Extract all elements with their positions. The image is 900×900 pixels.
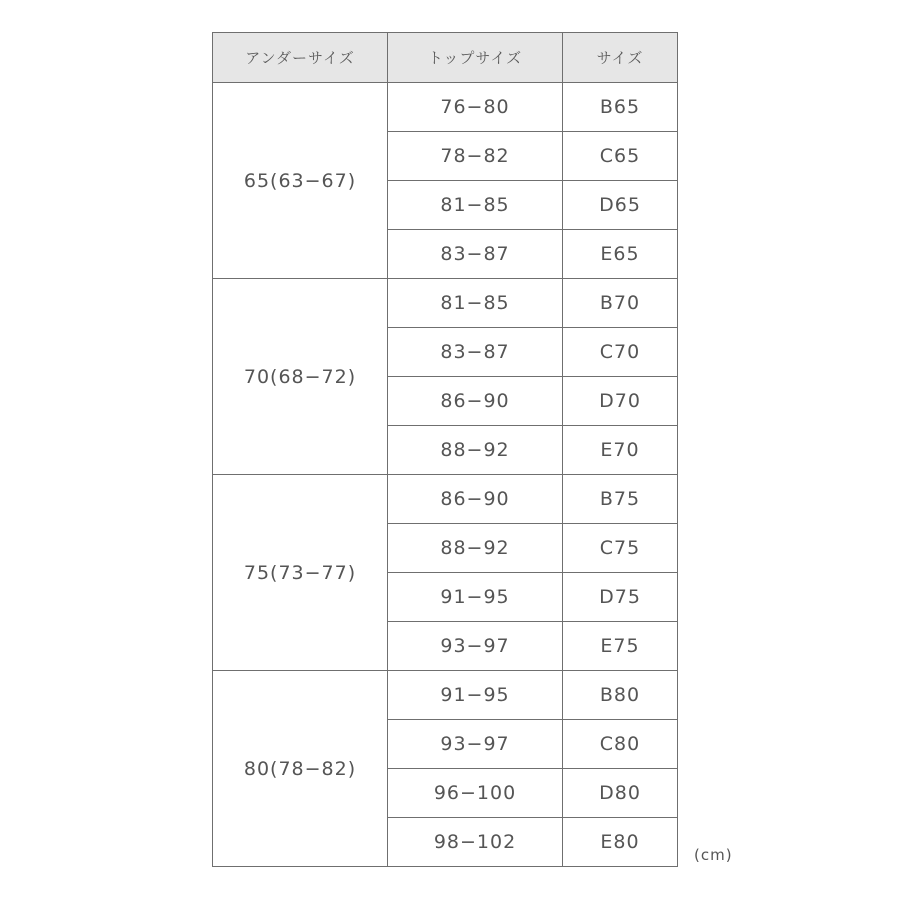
size-cell: C70 (563, 328, 678, 377)
unit-note: (cm) (694, 846, 733, 864)
top-size-cell: 88−92 (388, 524, 563, 573)
bra-size-table (212, 32, 678, 867)
header-top-size: トップサイズ (388, 33, 563, 83)
size-cell: D80 (563, 769, 678, 818)
size-cell: E65 (563, 230, 678, 279)
top-size-cell: 78−82 (388, 132, 563, 181)
size-cell: B80 (563, 671, 678, 720)
top-size-cell: 93−97 (388, 622, 563, 671)
under-size-cell: 80(78−82) (213, 671, 388, 867)
size-cell: C80 (563, 720, 678, 769)
top-size-cell: 86−90 (388, 377, 563, 426)
size-cell: C75 (563, 524, 678, 573)
size-cell: D75 (563, 573, 678, 622)
top-size-cell: 96−100 (388, 769, 563, 818)
top-size-cell: 91−95 (388, 573, 563, 622)
top-size-cell: 91−95 (388, 671, 563, 720)
top-size-cell: 81−85 (388, 181, 563, 230)
size-cell: E70 (563, 426, 678, 475)
top-size-cell: 88−92 (388, 426, 563, 475)
size-cell: C65 (563, 132, 678, 181)
size-cell: B75 (563, 475, 678, 524)
size-cell: D70 (563, 377, 678, 426)
header-size: サイズ (563, 33, 678, 83)
top-size-cell: 83−87 (388, 328, 563, 377)
under-size-cell: 75(73−77) (213, 475, 388, 671)
size-cell: D65 (563, 181, 678, 230)
table-row (213, 279, 678, 328)
top-size-cell: 86−90 (388, 475, 563, 524)
header-under-size: アンダーサイズ (213, 33, 388, 83)
size-cell: E80 (563, 818, 678, 867)
size-cell: B70 (563, 279, 678, 328)
table-row (213, 475, 678, 524)
top-size-cell: 83−87 (388, 230, 563, 279)
size-cell: B65 (563, 83, 678, 132)
top-size-cell: 98−102 (388, 818, 563, 867)
table-row (213, 83, 678, 132)
size-cell: E75 (563, 622, 678, 671)
header-row (213, 33, 678, 83)
under-size-cell: 70(68−72) (213, 279, 388, 475)
under-size-cell: 65(63−67) (213, 83, 388, 279)
table-row (213, 671, 678, 720)
top-size-cell: 76−80 (388, 83, 563, 132)
top-size-cell: 93−97 (388, 720, 563, 769)
top-size-cell: 81−85 (388, 279, 563, 328)
